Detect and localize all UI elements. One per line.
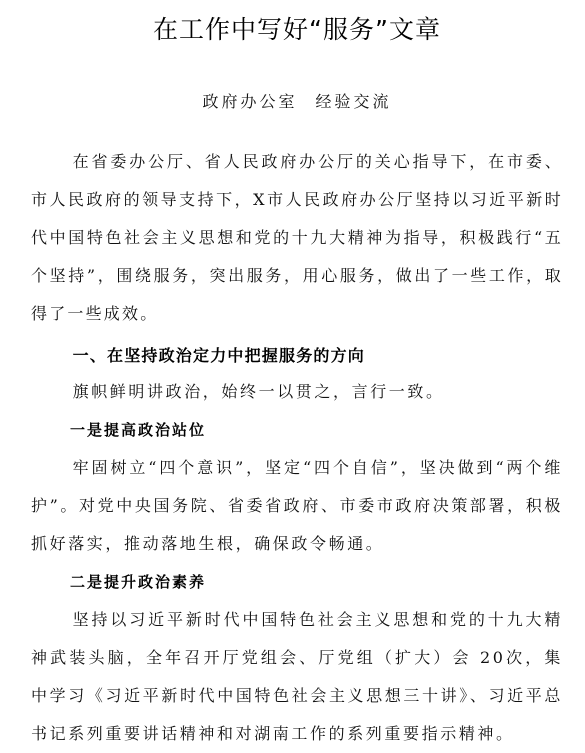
intro-paragraph: 在省委办公厅、省人民政府办公厅的关心指导下，在市委、市人民政府的领导支持下，X市人民政府办公厅坚持以习近平新时代中国特色社会主义思想和党的十九大精神为指导，积极践行“五个坚持”，围绕服务，突出服务，用心服务，做出了一些工作，取得了一些成效。: [31, 152, 563, 323]
byline-category: 经验交流: [315, 92, 392, 111]
subsection-2-heading: 二是提升政治素养: [70, 573, 207, 591]
document-title: 在工作中写好“服务”文章: [153, 15, 441, 44]
document-body: [31, 143, 563, 753]
subsection-2-paragraph: 坚持以习近平新时代中国特色社会主义思想和党的十九大精神武装头脑，全年召开厅党组会、厅党组（扩大）会 20次，集中学习《习近平新时代中国特色社会主义思想三十讲》、习近平总书记系列重要讲话精神和对湖南工作的系列重要指示精神。: [31, 610, 563, 743]
section-1-lead: 旗帜鲜明讲政治，始终一以贯之，言行一致。: [72, 382, 445, 401]
byline-office: 政府办公室: [202, 92, 298, 111]
document-byline: [31, 91, 563, 113]
subsection-1-heading: 一是提高政治站位: [70, 421, 207, 439]
subsection-1-paragraph: 牢固树立“四个意识”，坚定“四个自信”，坚决做到“两个维护”。对党中央国务院、省委省政府、市委市政府决策部署，积极抓好落实，推动落地生根，确保政令畅通。: [31, 458, 563, 553]
section-1-heading: 一、在坚持政治定力中把握服务的方向: [72, 346, 365, 365]
